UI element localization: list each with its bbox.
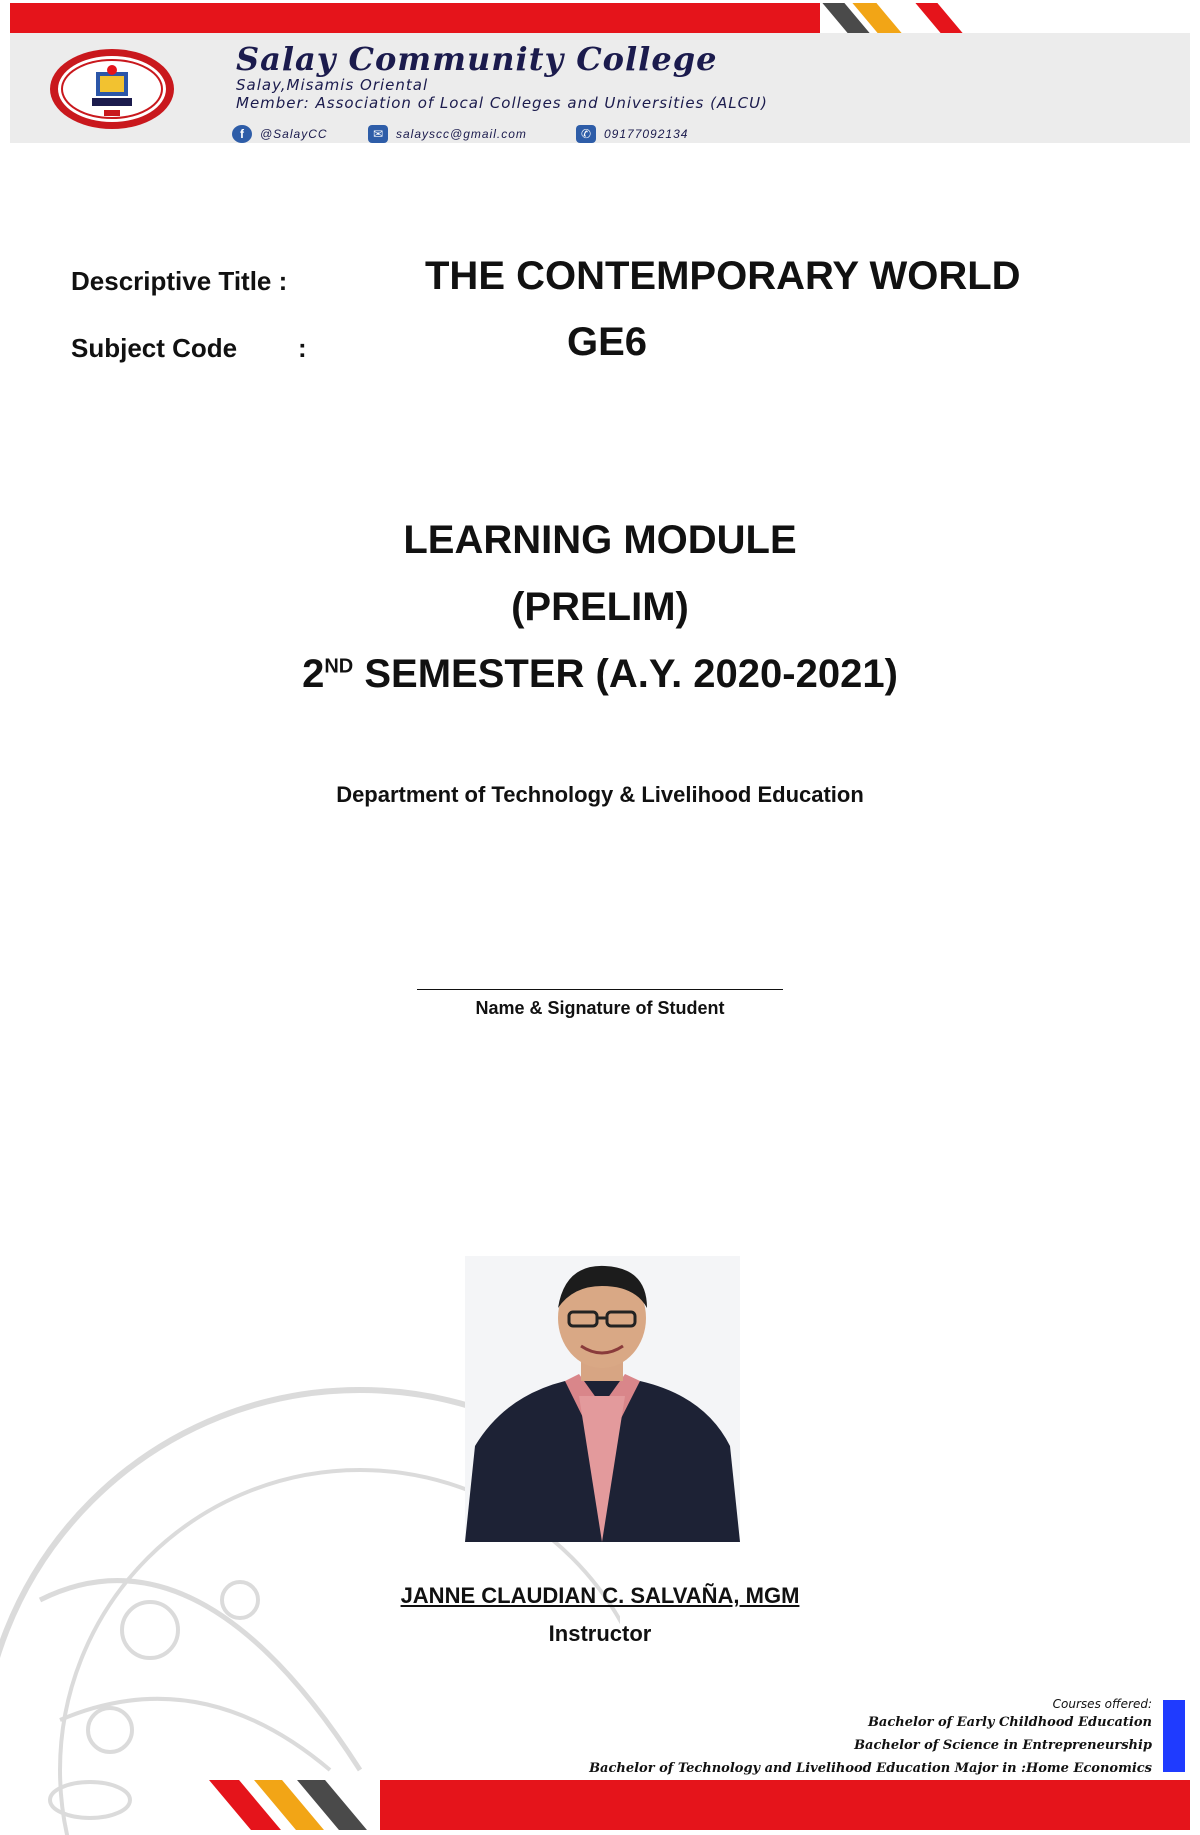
course-item: Bachelor of Early Childhood Education xyxy=(867,1715,1152,1730)
top-banner-bar xyxy=(10,3,820,33)
facebook-handle: @SalayCC xyxy=(260,127,328,141)
contact-phone[interactable] xyxy=(576,124,688,144)
module-title: LEARNING MODULE xyxy=(403,518,797,562)
accent-bar xyxy=(1163,1700,1185,1772)
instructor-photo xyxy=(465,1256,740,1542)
descriptive-title-value: THE CONTEMPORARY WORLD xyxy=(425,254,1021,298)
college-membership: Member: Association of Local Colleges and Universities (ALCU) xyxy=(236,94,768,112)
college-seal-logo xyxy=(48,48,176,130)
courses-heading: Courses offered: xyxy=(1052,1697,1152,1711)
subject-code-label: Subject Code xyxy=(71,333,238,363)
module-term: (PRELIM) xyxy=(511,585,689,629)
semester-text: SEMESTER (A.Y. 2020-2021) xyxy=(353,652,898,696)
signature-line xyxy=(417,989,783,990)
bottom-banner-bar xyxy=(380,1780,1190,1830)
module-semester xyxy=(0,652,1200,697)
subject-code-colon: : xyxy=(298,333,307,363)
banner-stripe-red xyxy=(915,3,962,33)
department-name: Department of Technology & Livelihood Education xyxy=(336,782,864,807)
contact-email[interactable] xyxy=(368,124,527,144)
semester-number: 2 xyxy=(302,652,325,696)
phone-number: 09177092134 xyxy=(604,127,689,141)
subject-code-value: GE6 xyxy=(567,320,648,364)
facebook-icon: f xyxy=(232,125,252,143)
course-item: Bachelor of Science in Entrepreneurship xyxy=(854,1738,1152,1753)
email-address: salayscc@gmail.com xyxy=(396,127,527,141)
instructor-name: JANNE CLAUDIAN C. SALVAÑA, MGM xyxy=(400,1583,800,1608)
contact-facebook[interactable] xyxy=(232,124,328,144)
semester-suffix: ND xyxy=(324,655,354,678)
phone-icon: ✆ xyxy=(576,125,596,143)
email-icon: ✉ xyxy=(368,125,388,143)
instructor-role: Instructor xyxy=(548,1621,652,1646)
college-name: Salay Community College xyxy=(236,40,718,78)
descriptive-title-label: Descriptive Title : xyxy=(71,266,288,296)
course-item: Bachelor of Technology and Livelihood Education Major in :Home Economics xyxy=(589,1761,1152,1776)
signature-label: Name & Signature of Student xyxy=(475,998,725,1018)
college-location: Salay,Misamis Oriental xyxy=(236,76,429,94)
